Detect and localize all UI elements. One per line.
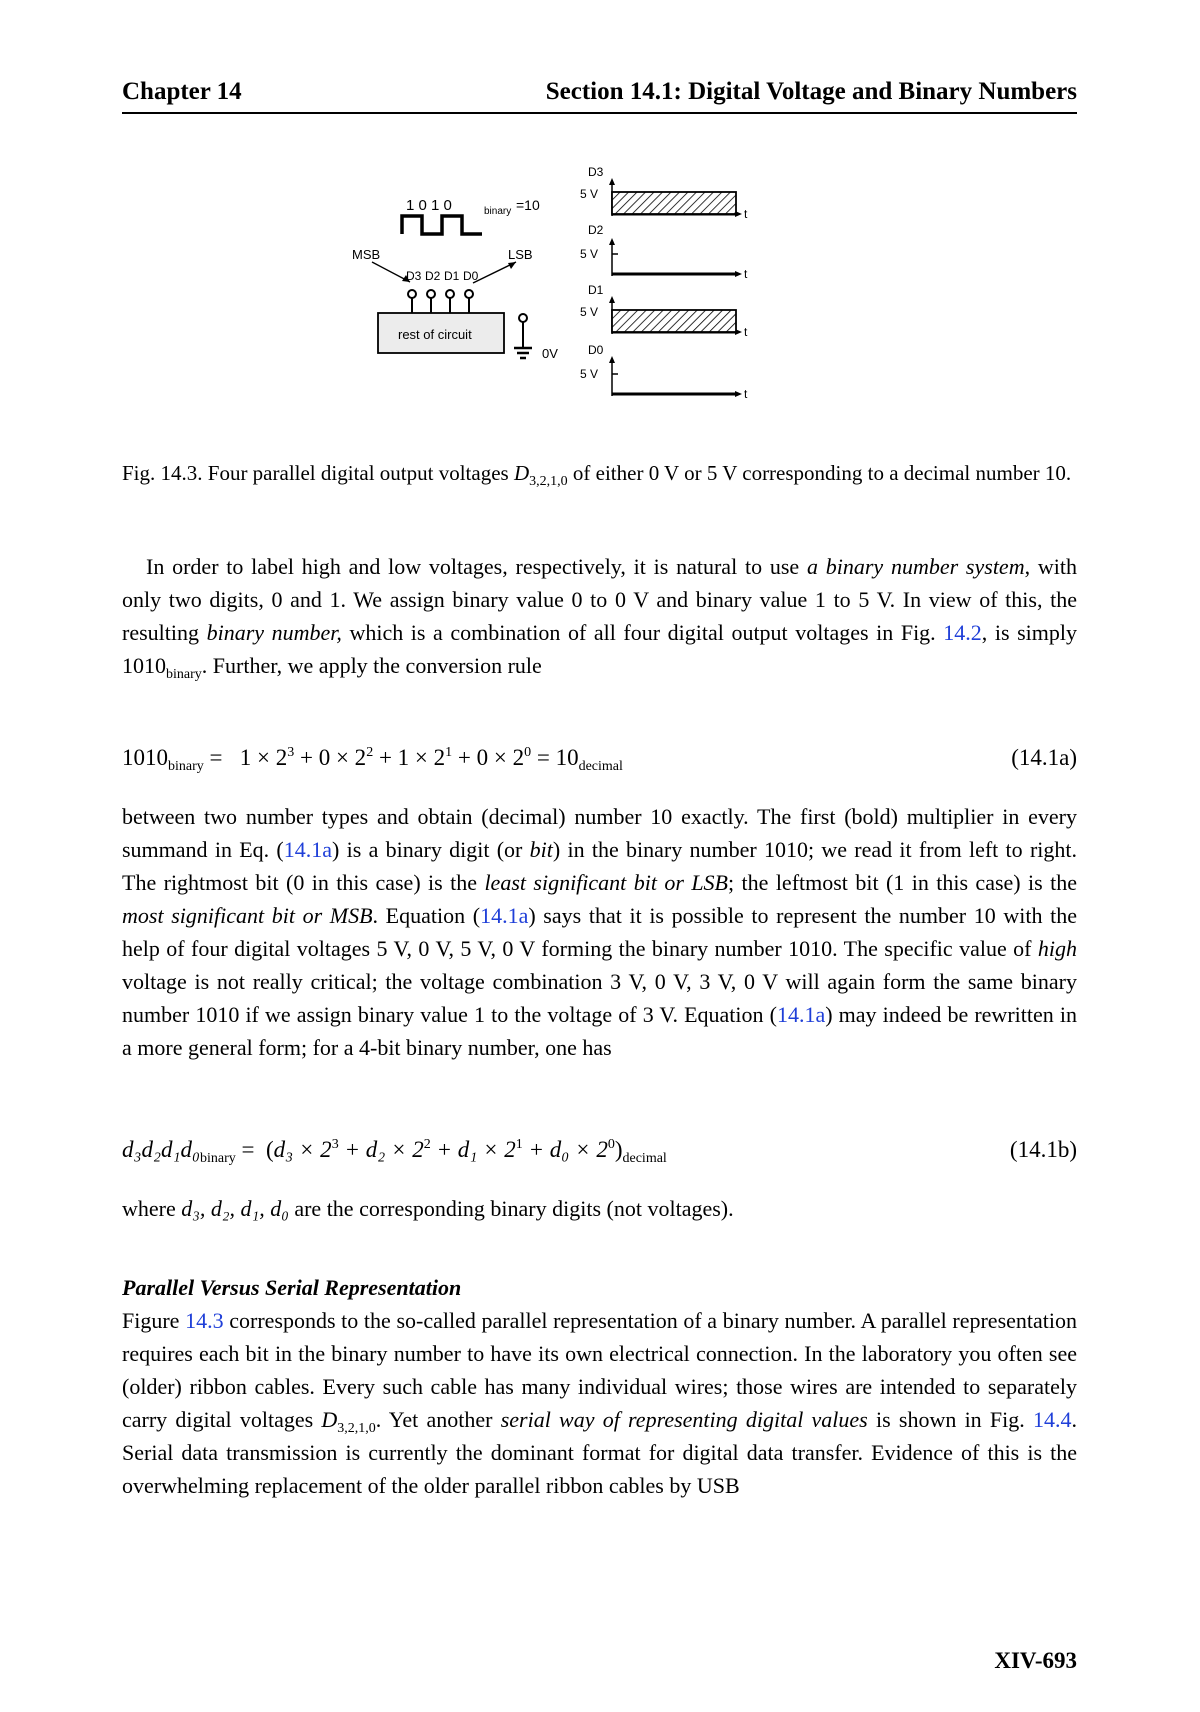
ground-label: 0V <box>542 346 558 361</box>
bits-label: 1 0 1 0 <box>406 197 452 214</box>
ref-eq-14-1a[interactable]: 14.1a <box>776 1002 826 1027</box>
chapter-label: Chapter 14 <box>122 78 242 105</box>
square-wave <box>402 216 482 234</box>
plot-d1 <box>580 283 748 339</box>
paragraph-4: Figure 14.3 corresponds to the so-called parallel representation of a binary number. A parallel representation requires each bit in the binary number to have its own electrical connection. In the laboratory you often see (older) ribbon cables. Every such cable has many individual wires; those wires are intended to separately carry digital voltages $D_{3,2,1,0}$. Yet another serial way of representing digital values is shown in Fig. 14.4. Serial data transmission is currently the dominant format for digital data transfer. Evidence of this is the overwhelming replacement of the older parallel ribbon cables by USB <box>122 1308 1077 1498</box>
output-pins <box>408 290 473 313</box>
caption-var: D <box>513 461 530 485</box>
svg-text:D1: D1 <box>588 283 604 297</box>
equation-14-1a: $1010_{binary} = 1 \times 2^3 + 0 \times 2^2 + 1 \times 2^1 + 0 \times 2^0 = 10_{decimal}$ (14.1a) <box>122 745 1077 774</box>
svg-text:t: t <box>744 267 748 281</box>
voltage-level-fill <box>612 192 736 214</box>
equation-14-1b: $d_3d_2d_1d_0_{binary} = (d_3 \times 2^3 + d_2 \times 2^2 + d_1 \times 2^1 + d_0 \times 2^0)_{decimal}$ (14.1b) <box>122 1137 1077 1166</box>
page-number: XIV-693 <box>994 1648 1077 1673</box>
box-label: rest of circuit <box>398 327 472 342</box>
equation-number-14-1b: (14.1b) <box>1009 1137 1077 1162</box>
svg-text:t: t <box>744 325 748 339</box>
svg-text:t: t <box>744 207 748 221</box>
pin-d0: D0 <box>463 269 479 283</box>
ground-symbol <box>514 314 532 358</box>
subsection-heading: Parallel Versus Serial Representation <box>122 1275 462 1300</box>
svg-text:5 V: 5 V <box>580 367 599 381</box>
pin-d1: D1 <box>444 269 460 283</box>
msb-label: MSB <box>352 247 381 262</box>
figure-diagram <box>352 165 830 440</box>
section-title: Section 14.1: Digital Voltage and Binary Numbers <box>545 78 1077 105</box>
ref-fig-14-2[interactable]: 14.2 <box>943 620 982 645</box>
ref-eq-14-1a[interactable]: 14.1a <box>480 903 529 928</box>
svg-text:D2: D2 <box>588 223 604 237</box>
paragraph-1: In order to label high and low voltages, respectively, it is natural to use a binary number system, with only two digits, 0 and 1. We assign binary value 0 to 0 V and binary value 1 to 5 V. In view of this, the resulting binary number, which is a combination of all four digital output voltages in Fig. 14.2, is simply $1010_{binary}$. Further, we apply the conversion rule <box>122 554 1077 682</box>
equation-number-14-1a: (14.1a) <box>1011 745 1077 770</box>
svg-text:5 V: 5 V <box>580 187 599 201</box>
lsb-label: LSB <box>508 247 533 262</box>
svg-text:5 V: 5 V <box>580 305 599 319</box>
figure-caption: Fig. 14.3. Four parallel digital output voltages $D_{3,2,1,0}$ of either 0 V or 5 V corresponding to a decimal number 10. <box>122 461 1072 489</box>
binary-sub: binary <box>484 206 512 217</box>
svg-text:D3: D3 <box>588 165 604 179</box>
equals-ten: =10 <box>516 197 540 213</box>
plot-d0 <box>580 343 748 401</box>
figure-14-3 <box>352 165 830 440</box>
running-header <box>122 78 1077 114</box>
paragraph-3: where d₃, d₂, d₁, d₀ are the corresponding binary digits (not voltages). <box>122 1196 734 1221</box>
plot-d2 <box>580 223 748 281</box>
ref-fig-14-3[interactable]: 14.3 <box>185 1308 224 1333</box>
paragraph-2: between two number types and obtain (decimal) number 10 exactly. The first (bold) multiplier in every summand in Eq. (14.1a) is a binary digit (or bit) in the binary number 1010; we read it from left to right. The rightmost bit (0 in this case) is the least significant bit or LSB; the leftmost bit (1 in this case) is the most significant bit or MSB. Equation (14.1a) says that it is possible to represent the number 10 with the help of four digital voltages 5 V, 0 V, 5 V, 0 V forming the binary number 1010. The specific value of high voltage is not really critical; the voltage combination 3 V, 0 V, 3 V, 0 V will again form the same binary number 1010 if we assign binary value 1 to the voltage of 3 V. Equation (14.1a) may indeed be rewritten in a more general form; for a 4-bit binary number, one has <box>122 804 1077 1060</box>
pin-labels <box>406 269 479 283</box>
plot-d3 <box>580 165 748 221</box>
svg-text:5 V: 5 V <box>580 247 599 261</box>
svg-text:D0: D0 <box>588 343 604 357</box>
pin-d2: D2 <box>425 269 441 283</box>
svg-text:t: t <box>744 387 748 401</box>
binary-label <box>406 197 540 217</box>
voltage-level-fill <box>612 310 736 332</box>
pin-d3: D3 <box>406 269 422 283</box>
ref-eq-14-1a[interactable]: 14.1a <box>283 837 333 862</box>
ref-fig-14-4[interactable]: 14.4 <box>1033 1407 1072 1432</box>
